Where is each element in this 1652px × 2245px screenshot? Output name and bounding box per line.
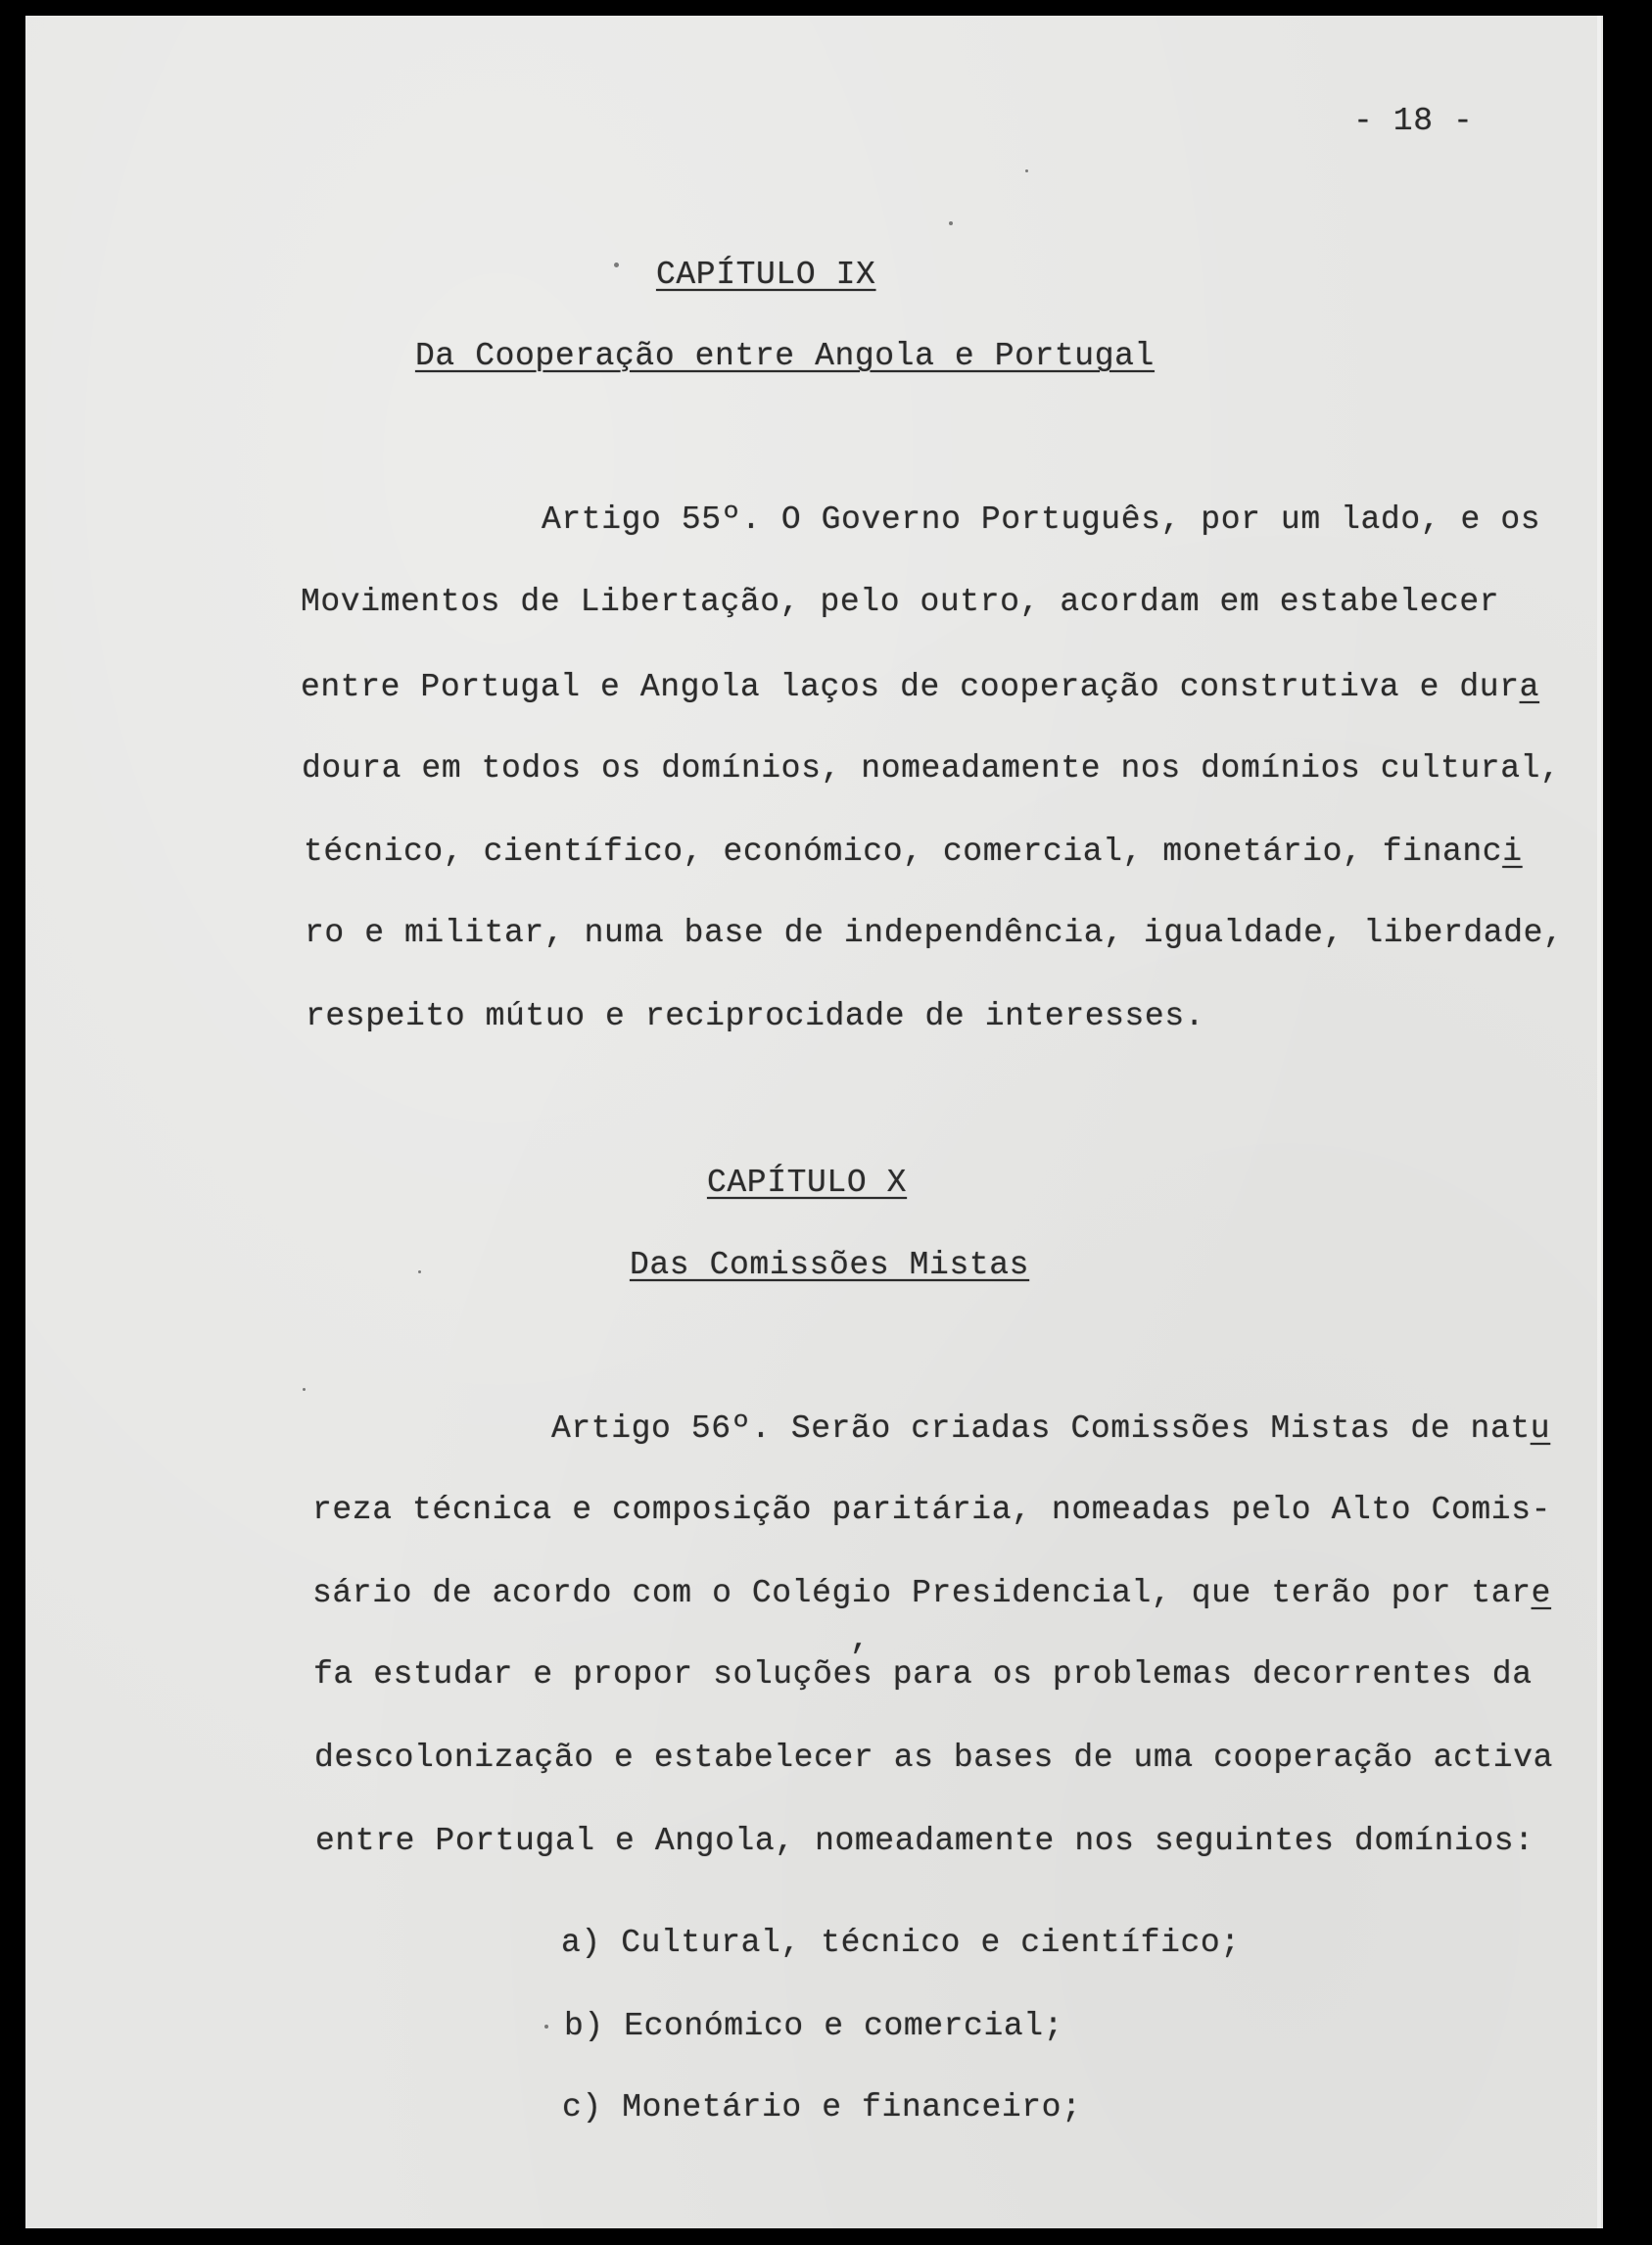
article-line — [313, 1655, 1533, 1695]
article-line-text: sário de acordo com o Colégio Presidencial, que terão por tar — [312, 1575, 1532, 1611]
scan-speck — [614, 263, 619, 267]
scan-speck — [1025, 169, 1028, 172]
chapter-title: Das Comissões Mistas — [630, 1247, 1030, 1283]
article-line — [301, 583, 1499, 622]
chapter-heading: CAPÍTULO IX — [656, 257, 876, 293]
article-line — [542, 501, 1540, 540]
article-line-text: ro e militar, numa base de independência, igualdade, liberdade, — [305, 915, 1564, 951]
article-line-text: doura em todos os domínios, nomeadamente nos domínios cultural, — [302, 750, 1561, 787]
article-line — [315, 1822, 1534, 1861]
article-line-text: fa estudar e propor soluções para os problemas decorrentes da — [313, 1656, 1533, 1693]
list-marker: a) — [561, 1925, 601, 1961]
article-line — [551, 1409, 1550, 1449]
list-text: Económico e comercial; — [624, 2008, 1064, 2044]
article-line-text: entre Portugal e Angola laços de cooperação construtiva e dur — [301, 669, 1520, 705]
hyphen-continuation: e — [1531, 1575, 1552, 1611]
article-line-text: descolonização e estabelecer as bases de uma cooperação activa — [314, 1740, 1553, 1776]
list-text: Cultural, técnico e científico; — [621, 1925, 1241, 1961]
chapter-heading: CAPÍTULO X — [707, 1165, 908, 1201]
page-number: - 18 - — [1353, 103, 1474, 139]
list-item — [564, 2007, 1063, 2046]
scan-speck — [303, 1388, 306, 1391]
article-line — [314, 1739, 1553, 1778]
article-line-text: respeito mútuo e reciprocidade de interesses. — [306, 998, 1205, 1034]
correction-mark: , — [850, 1621, 871, 1657]
article-line — [304, 833, 1523, 872]
hyphen-continuation: i — [1502, 834, 1523, 870]
scan-speck — [418, 1270, 421, 1273]
scan-speck — [949, 221, 953, 225]
article-line — [312, 1491, 1551, 1530]
article-line-text: Movimentos de Libertação, pelo outro, acordam em estabelecer — [301, 584, 1500, 620]
list-marker: c) — [562, 2089, 602, 2126]
list-item — [561, 1924, 1241, 1963]
hyphen-continuation: u — [1530, 1410, 1551, 1447]
hyphen-continuation: a — [1519, 669, 1540, 705]
chapter-title: Da Cooperação entre Angola e Portugal — [415, 338, 1155, 374]
article-line — [302, 749, 1560, 788]
article-line — [305, 914, 1563, 953]
article-line-text: Artigo 56º. Serão criadas Comissões Mistas de nat — [551, 1410, 1531, 1447]
article-line-text: entre Portugal e Angola, nomeadamente nos seguintes domínios: — [315, 1823, 1534, 1859]
article-line-text: técnico, científico, económico, comercial, monetário, financ — [304, 834, 1503, 870]
article-line — [301, 668, 1539, 707]
list-text: Monetário e financeiro; — [622, 2089, 1082, 2126]
list-marker: b) — [564, 2008, 604, 2044]
article-line — [306, 997, 1204, 1036]
article-line-text: Artigo 55º. O Governo Português, por um lado, e os — [542, 502, 1541, 538]
scan-speck — [544, 2025, 548, 2029]
article-line — [312, 1574, 1551, 1613]
article-line-text: reza técnica e composição paritária, nomeadas pelo Alto Comis- — [312, 1492, 1551, 1528]
paper-edge — [1597, 16, 1601, 2228]
list-item — [562, 2088, 1081, 2127]
